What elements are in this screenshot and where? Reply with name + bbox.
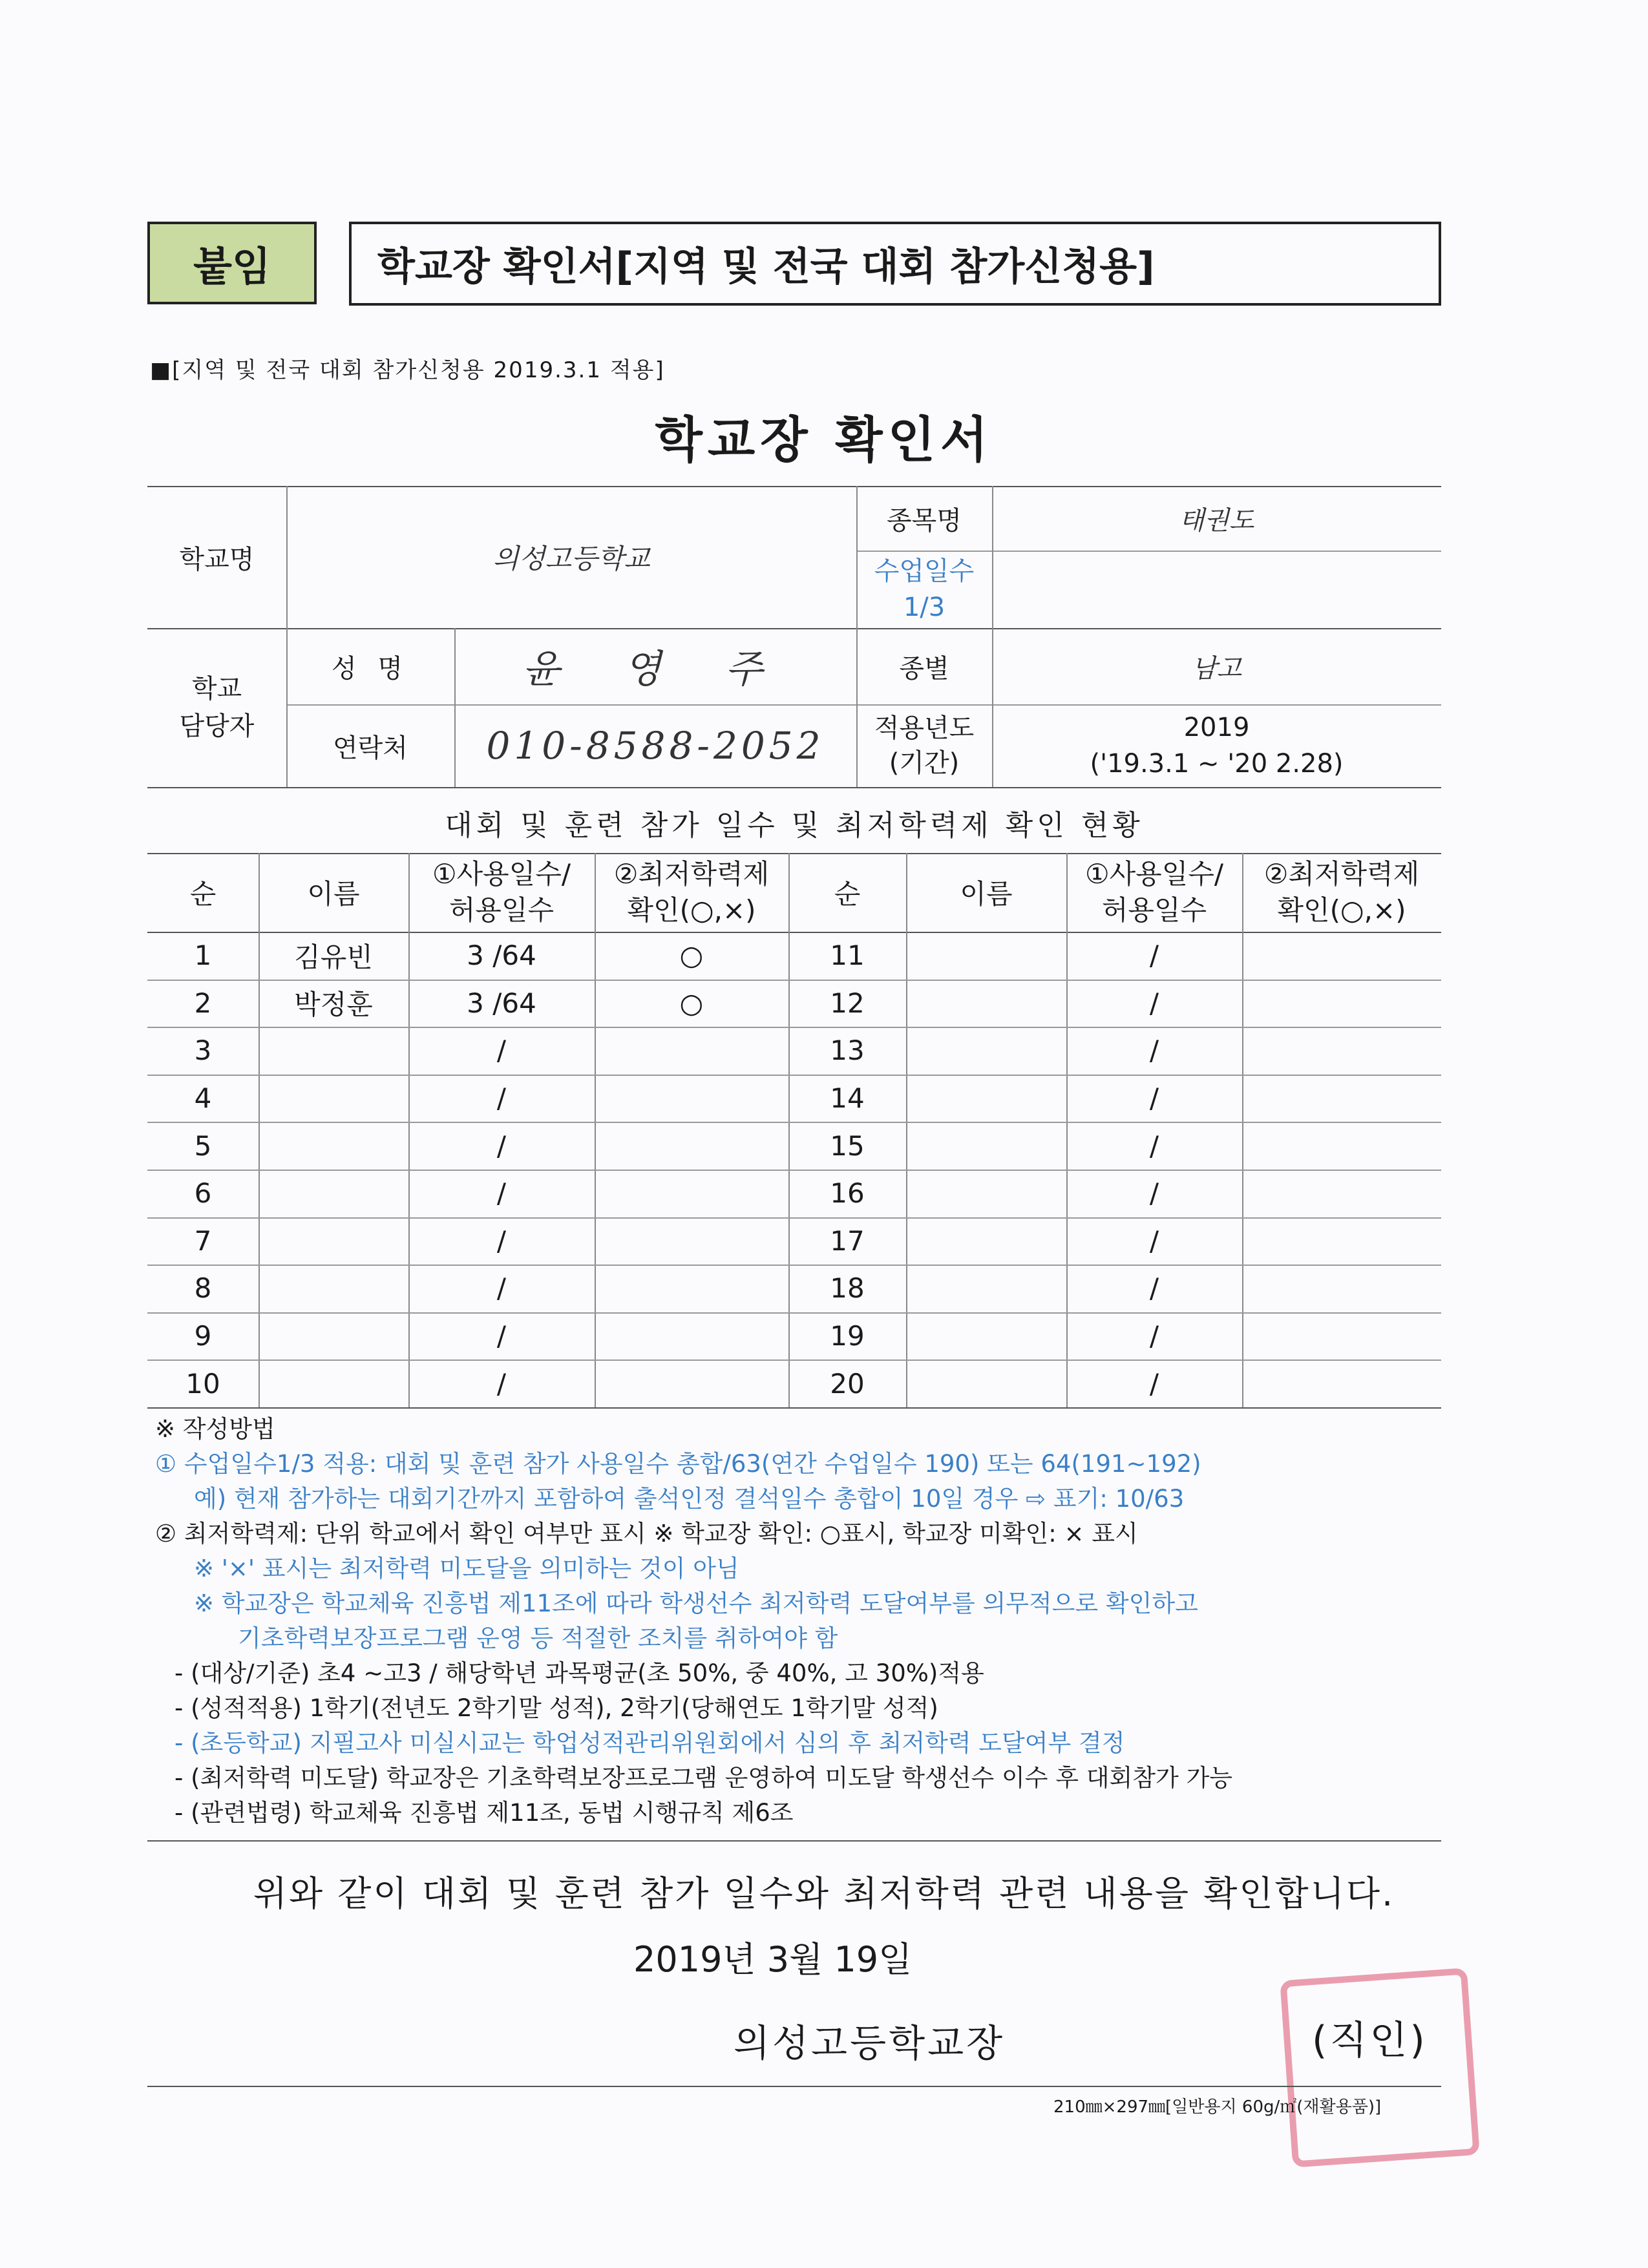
- instruction-line: ※ 학교장은 학교체육 진흥법 제11조에 따라 학생선수 최저학력 도달여부를 의무적으로 확인하고: [194, 1590, 1198, 1617]
- table-cell-name: 박정훈: [294, 989, 373, 1021]
- year-label: [856, 704, 992, 787]
- table-cell-name: 김유빈: [294, 941, 373, 973]
- table-cell-check: [595, 1360, 788, 1407]
- instruction-line: ※ '×' 표시는 최저학력 미도달을 의미하는 것이 아님: [194, 1555, 739, 1582]
- header-name-right: 이름: [960, 878, 1013, 910]
- table-cell-name: [259, 1217, 408, 1265]
- year-label-line1: 적용년도: [874, 713, 975, 743]
- instruction-line: - (초등학교) 지필고사 미실시교는 학업성적관리위원회에서 심의 후 최저학력 도달여부 결정: [174, 1729, 1125, 1757]
- year-value-line1: 2019: [1183, 713, 1250, 742]
- header-days-left-line2: 허용일수: [449, 894, 555, 926]
- table-cell-days: /: [1149, 1082, 1159, 1115]
- table-cell-seq: 19: [830, 1320, 865, 1352]
- table-cell-name: [906, 1312, 1066, 1360]
- table-cell-days: /: [496, 1224, 507, 1257]
- school-name-label: 학교명: [179, 544, 255, 574]
- table-cell-check: [595, 1075, 788, 1122]
- table-cell-days: 3 /64: [467, 987, 536, 1019]
- table-cell-name: [906, 1170, 1066, 1217]
- table-cell-seq: 9: [194, 1320, 212, 1352]
- table-cell-check: [1242, 1027, 1441, 1075]
- table-cell-seq: 12: [830, 987, 865, 1019]
- class-days-label-line2: 1/3: [903, 593, 945, 622]
- table-cell-name: [259, 1027, 408, 1075]
- table-cell-check: [1242, 1170, 1441, 1217]
- table-cell-days: /: [496, 1177, 507, 1210]
- table-cell-days: /: [1149, 1367, 1159, 1400]
- table-cell-seq: 2: [194, 987, 212, 1019]
- table-cell-check: [1242, 1312, 1441, 1360]
- header-check-right: [1242, 853, 1441, 932]
- instructions-heading: ※ 작성방법: [155, 1415, 275, 1443]
- table-cell-seq: 14: [830, 1082, 865, 1115]
- table-cell-seq: 8: [194, 1272, 212, 1305]
- table-cell-days: /: [1149, 1034, 1159, 1067]
- year-value-line2: ('19.3.1 ~ '20 2.28): [1090, 749, 1344, 779]
- table-cell-check: [1242, 1075, 1441, 1122]
- table-cell-name: [906, 932, 1066, 980]
- principal-signature-line: 의성고등학교장: [734, 2021, 1006, 2065]
- table-cell-name: [906, 1027, 1066, 1075]
- table-cell-name: [906, 1122, 1066, 1170]
- table-cell-name: [259, 1312, 408, 1360]
- header-days-left: [408, 853, 595, 932]
- attachment-label: 붙임: [147, 222, 317, 304]
- header-check-left-line1: ②최저학력제: [613, 858, 770, 890]
- category-label: 종별: [899, 653, 949, 684]
- table-cell-days: /: [496, 1272, 507, 1305]
- instruction-line: ② 최저학력제: 단위 학교에서 확인 여부만 표시 ※ 학교장 확인: ○표시, 학교장 미확인: × 표시: [155, 1520, 1138, 1548]
- official-seal-stamp: [1280, 1968, 1480, 2168]
- table-cell-name: [906, 1360, 1066, 1407]
- document-title: 학교장 확인서: [655, 411, 993, 468]
- table-cell-check: [595, 1312, 788, 1360]
- table-cell-name: [259, 1265, 408, 1312]
- table-cell-name: [906, 1265, 1066, 1312]
- table-cell-name: [906, 980, 1066, 1027]
- application-note: ■[지역 및 전국 대회 참가신청용 2019.3.1 적용]: [150, 357, 665, 383]
- header-name-left: 이름: [307, 878, 360, 910]
- instruction-line: ① 수업일수1/3 적용: 대회 및 훈련 참가 사용일수 총합/63(연간 수업일수 190) 또는 64(191~192): [155, 1450, 1201, 1478]
- instruction-line: - (성적적용) 1학기(전년도 2학기말 성적), 2학기(당해연도 1학기말 성적): [174, 1694, 938, 1722]
- table-cell-seq: 3: [194, 1034, 212, 1067]
- confirmation-date: 2019년 3월 19일: [633, 1939, 913, 1980]
- table-cell-days: /: [1149, 1129, 1159, 1162]
- table-cell-seq: 15: [830, 1129, 865, 1162]
- table-cell-check: [595, 1122, 788, 1170]
- header-days-left-line1: ①사용일수/: [432, 858, 571, 890]
- contact-value: 010-8588-2052: [486, 724, 825, 768]
- year-label-line2: (기간): [889, 748, 960, 778]
- table-cell-seq: 16: [830, 1177, 865, 1210]
- table-cell-check: [595, 1027, 788, 1075]
- instruction-line: - (대상/기준) 초4 ~고3 / 해당학년 과목평균(초 50%, 중 40%, 고 30%)적용: [174, 1659, 984, 1687]
- instruction-line: - (관련법령) 학교체육 진흥법 제11조, 동법 시행규칙 제6조: [174, 1799, 794, 1827]
- table-cell-days: /: [1149, 1320, 1159, 1352]
- table-cell-days: /: [496, 1082, 507, 1115]
- seal-label: (직인): [1312, 2018, 1428, 2063]
- table-cell-days: /: [1149, 1177, 1159, 1210]
- table-cell-seq: 5: [194, 1129, 212, 1162]
- table-cell-name: [906, 1075, 1066, 1122]
- table-cell-days: /: [496, 1034, 507, 1067]
- table-cell-seq: 11: [830, 940, 865, 972]
- manager-label: [147, 628, 286, 787]
- manager-label-line1: 학교: [191, 674, 242, 704]
- paper-spec-footer: 210㎜×297㎜[일반용지 60g/㎡(재활용품)]: [1053, 2097, 1382, 2117]
- header-days-right: [1066, 853, 1242, 932]
- contact-label: 연락처: [333, 733, 408, 763]
- header-seq-left: 순: [189, 878, 217, 910]
- table-cell-check: [1242, 932, 1441, 980]
- table-cell-days: /: [1149, 1272, 1159, 1305]
- table-cell-days: /: [496, 1129, 507, 1162]
- table-cell-seq: 13: [830, 1034, 865, 1067]
- header-check-right-line2: 확인(○,×): [1277, 894, 1406, 926]
- table-cell-seq: 4: [194, 1082, 212, 1115]
- manager-name-signature: 윤 영 주: [522, 647, 789, 692]
- sport-label: 종목명: [887, 505, 962, 536]
- table-cell-check: [1242, 1360, 1441, 1407]
- table-cell-check: [595, 1170, 788, 1217]
- school-name-value: 의성고등학교: [492, 543, 650, 574]
- instruction-line: 기초학력보장프로그램 운영 등 적절한 조치를 취하여야 함: [238, 1624, 838, 1652]
- table-cell-seq: 20: [830, 1367, 865, 1400]
- header-days-right-line2: 허용일수: [1101, 894, 1207, 926]
- table-cell-check: [1242, 1122, 1441, 1170]
- table-cell-check: [1242, 1217, 1441, 1265]
- table-cell-name: [259, 1360, 408, 1407]
- table-cell-seq: 18: [830, 1272, 865, 1305]
- table-cell-days: 3 /64: [467, 940, 536, 972]
- instructions: [155, 1412, 1448, 1831]
- table-cell-check: [1242, 980, 1441, 1027]
- header-title: 학교장 확인서[지역 및 전국 대회 참가신청용]: [349, 222, 1441, 306]
- table-cell-seq: 7: [194, 1224, 212, 1257]
- table-cell-days: /: [1149, 940, 1159, 972]
- table-cell-seq: 6: [194, 1177, 212, 1210]
- table-cell-name: [906, 1217, 1066, 1265]
- class-days-label-line1: 수업일수: [874, 556, 975, 586]
- sport-value: 태권도: [1179, 505, 1254, 536]
- table-cell-check: ○: [679, 987, 704, 1019]
- manager-label-line2: 담당자: [179, 711, 255, 741]
- table-cell-days: /: [1149, 1224, 1159, 1257]
- table-cell-days: /: [496, 1320, 507, 1352]
- header-days-right-line1: ①사용일수/: [1084, 858, 1224, 890]
- header-check-right-line1: ②최저학력제: [1263, 858, 1420, 890]
- class-days-label: [856, 551, 992, 628]
- category-value: 남고: [1191, 653, 1242, 684]
- participation-subtitle: 대회 및 훈련 참가 일수 및 최저학력제 확인 현황: [445, 808, 1144, 842]
- table-cell-check: [1242, 1265, 1441, 1312]
- header-seq-right: 순: [834, 878, 861, 910]
- instruction-line: - (최저학력 미도달) 학교장은 기초학력보장프로그램 운영하여 미도달 학생선수 이수 후 대회참가 가능: [174, 1764, 1233, 1792]
- year-value: [992, 704, 1441, 787]
- table-cell-days: /: [496, 1367, 507, 1400]
- table-cell-name: [259, 1075, 408, 1122]
- table-cell-check: ○: [679, 940, 704, 972]
- header-check-left: [595, 853, 788, 932]
- table-cell-days: /: [1149, 987, 1159, 1019]
- name-label: 성 명: [332, 653, 409, 684]
- header-check-left-line2: 확인(○,×): [627, 894, 756, 926]
- table-cell-check: [595, 1265, 788, 1312]
- table-cell-name: [259, 1122, 408, 1170]
- instruction-line: 예) 현재 참가하는 대회기간까지 포함하여 출석인정 결석일수 총합이 10일 경우 ⇨ 표기: 10/63: [194, 1485, 1185, 1513]
- table-cell-seq: 10: [185, 1367, 220, 1400]
- table-cell-seq: 1: [194, 940, 212, 972]
- table-cell-seq: 17: [830, 1224, 865, 1257]
- table-cell-check: [595, 1217, 788, 1265]
- table-cell-name: [259, 1170, 408, 1217]
- confirmation-statement: 위와 같이 대회 및 훈련 참가 일수와 최저학력 관련 내용을 확인합니다.: [253, 1873, 1395, 1914]
